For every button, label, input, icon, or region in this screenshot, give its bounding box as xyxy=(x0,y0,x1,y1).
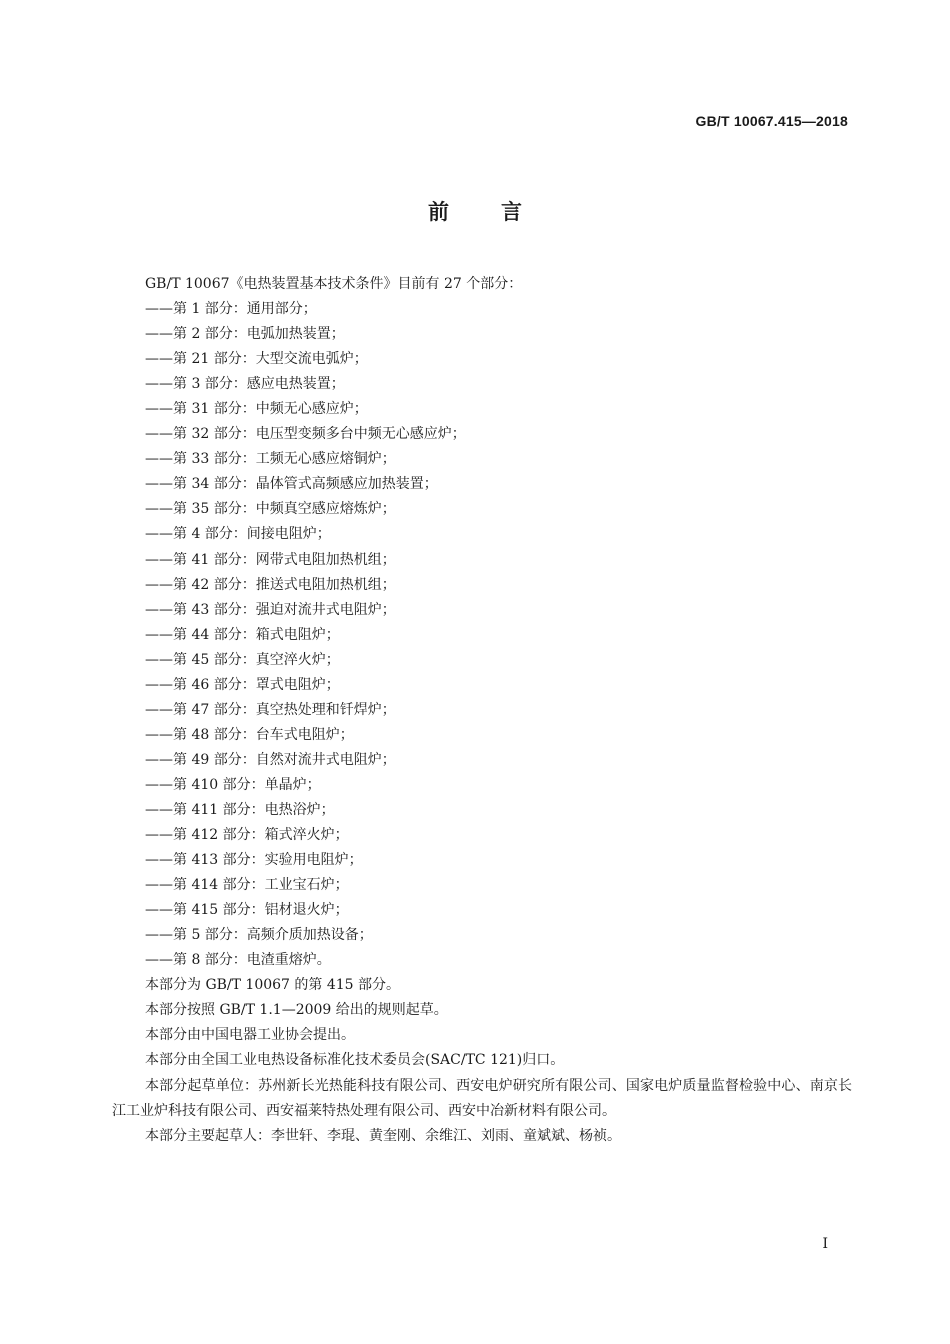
page-title xyxy=(0,196,950,226)
part-list-item: ——第 4 部分：间接电阻炉； xyxy=(145,526,331,543)
centralized-by-statement: 本部分由全国工业电热设备标准化技术委员会(SAC/TC 121)归口。 xyxy=(145,1052,565,1069)
drafters-statement: 本部分主要起草人：李世轩、李琨、黄奎刚、余维江、刘雨、童斌斌、杨祯。 xyxy=(145,1127,621,1144)
part-list-item: ——第 44 部分：箱式电阻炉； xyxy=(145,626,340,643)
part-list-item: ——第 415 部分：铝材退火炉； xyxy=(145,902,349,919)
part-list-item: ——第 413 部分：实验用电阻炉； xyxy=(145,852,363,869)
proposed-by-statement: 本部分由中国电器工业协会提出。 xyxy=(145,1027,355,1044)
drafting-units-statement: 本部分起草单位：苏州新长光热能科技有限公司、西安电炉研究所有限公司、国家电炉质量监督检验中心、南京长江工业炉科技有限公司、西安福莱特热处理有限公司、西安中冶新材料有限公司。 xyxy=(112,1077,852,1119)
this-part-statement: 本部分为 GB/T 10067 的第 415 部分。 xyxy=(145,977,401,994)
part-list-item: ——第 46 部分：罩式电阻炉； xyxy=(145,676,340,693)
standard-code: GB/T 10067.415—2018 xyxy=(695,113,848,129)
part-list-item: ——第 412 部分：箱式淬火炉； xyxy=(145,827,349,844)
part-list-item: ——第 5 部分：高频介质加热设备； xyxy=(145,927,373,944)
part-list-item: ——第 33 部分：工频无心感应熔铜炉； xyxy=(145,451,396,468)
part-list-item: ——第 43 部分：强迫对流井式电阻炉； xyxy=(145,601,396,618)
part-list-item: ——第 411 部分：电热浴炉； xyxy=(145,801,335,818)
title-char: 言 xyxy=(501,200,522,224)
intro-paragraph: GB/T 10067《电热装置基本技术条件》目前有 27 个部分： xyxy=(145,276,523,292)
part-list-item: ——第 42 部分：推送式电阻加热机组； xyxy=(145,576,396,593)
part-list-item: ——第 32 部分：电压型变频多台中频无心感应炉； xyxy=(145,426,466,443)
part-list-item: ——第 49 部分：自然对流井式电阻炉； xyxy=(145,751,396,768)
part-list-item: ——第 45 部分：真空淬火炉； xyxy=(145,651,340,668)
part-list-item: ——第 35 部分：中频真空感应熔炼炉； xyxy=(145,501,396,518)
part-list-item: ——第 41 部分：网带式电阻加热机组； xyxy=(145,551,396,568)
part-list-item: ——第 2 部分：电弧加热装置； xyxy=(145,326,345,343)
part-list-item: ——第 8 部分：电渣重熔炉。 xyxy=(145,952,331,969)
part-list-item: ——第 48 部分：台车式电阻炉； xyxy=(145,726,354,743)
part-list-item: ——第 31 部分：中频无心感应炉； xyxy=(145,401,368,418)
title-char: 前 xyxy=(428,200,449,224)
part-list-item: ——第 34 部分：晶体管式高频感应加热装置； xyxy=(145,476,438,493)
foreword-body xyxy=(112,272,852,1149)
page-number: I xyxy=(822,1236,828,1252)
part-list-item: ——第 1 部分：通用部分； xyxy=(145,301,317,318)
part-list-item: ——第 21 部分：大型交流电弧炉； xyxy=(145,351,368,368)
drafting-rules-statement: 本部分按照 GB/T 1.1—2009 给出的规则起草。 xyxy=(145,1002,448,1019)
part-list-item: ——第 410 部分：单晶炉； xyxy=(145,776,321,793)
part-list-item: ——第 47 部分：真空热处理和钎焊炉； xyxy=(145,701,396,718)
part-list-item: ——第 3 部分：感应电热装置； xyxy=(145,376,345,393)
part-list-item: ——第 414 部分：工业宝石炉； xyxy=(145,877,349,894)
parts-list xyxy=(112,297,852,973)
